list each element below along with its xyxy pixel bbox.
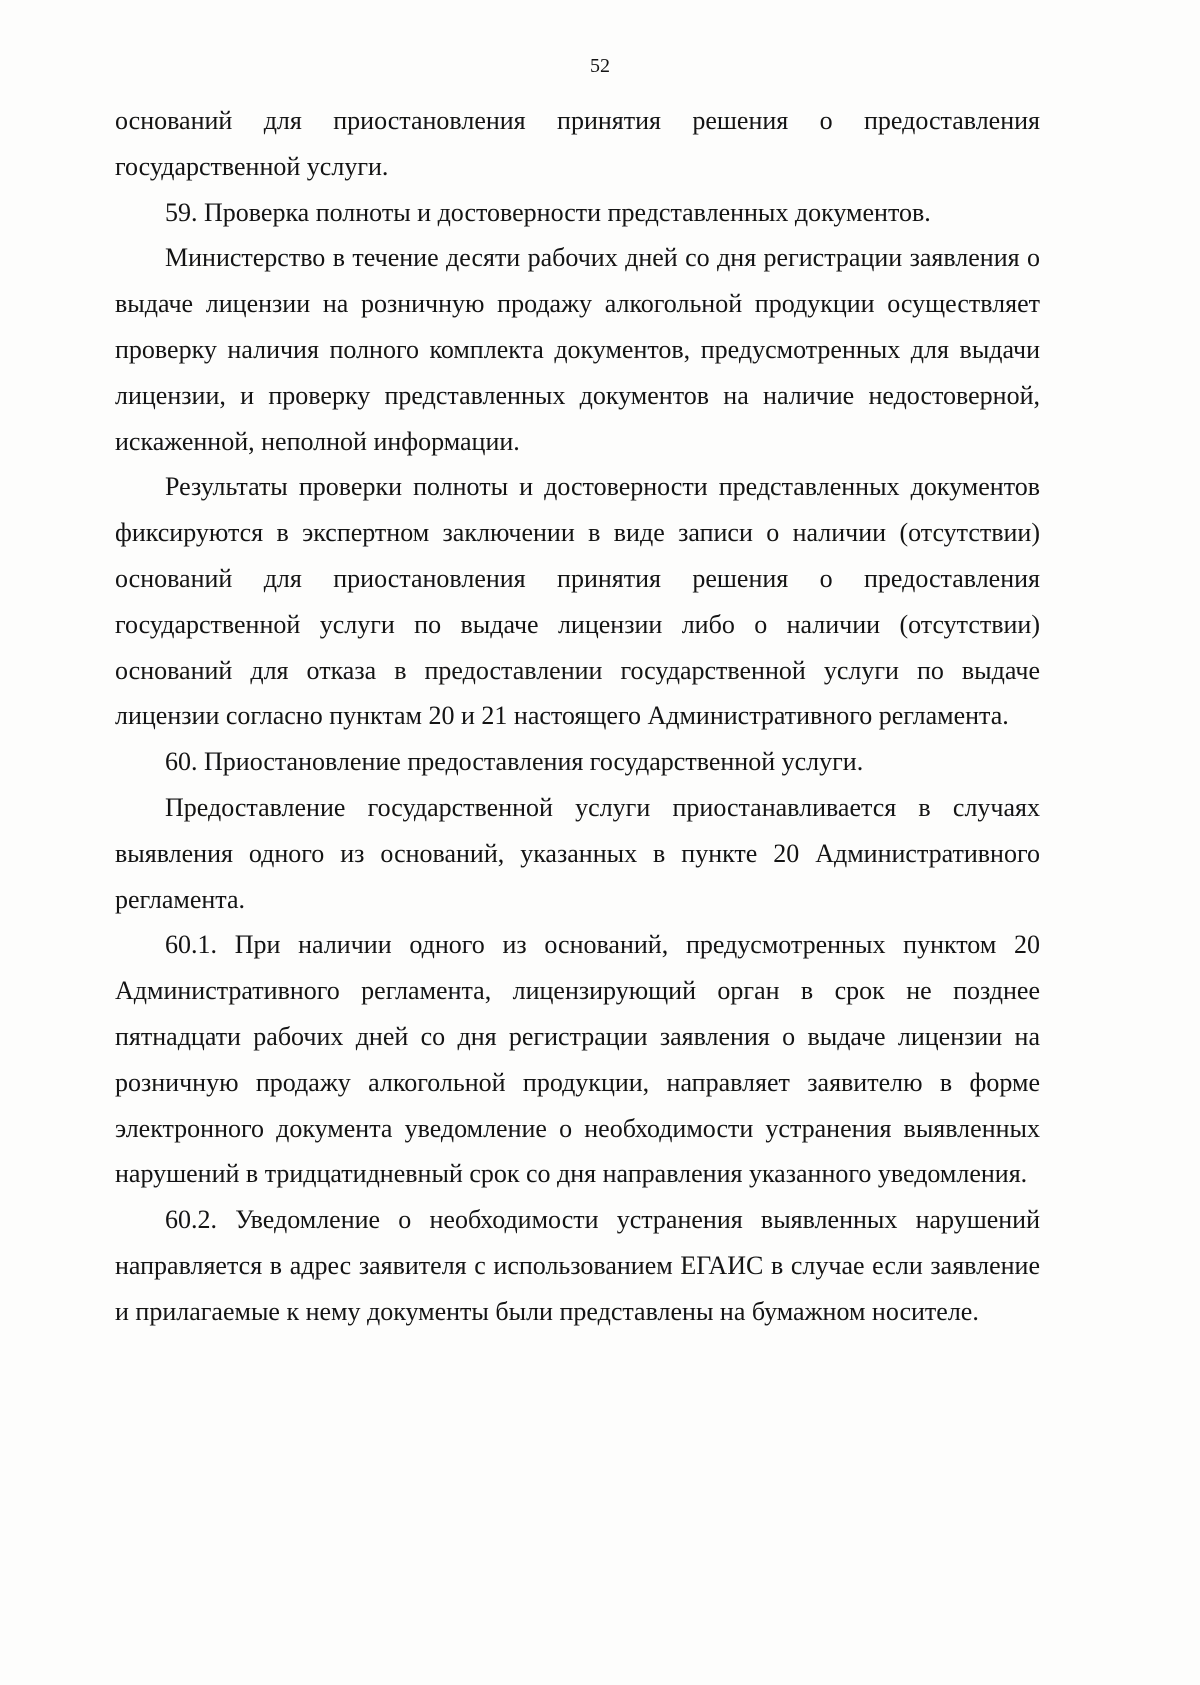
paragraph-suspension: Предоставление государственной услуги приостанавливается в случаях выявления одного из оснований, указанных в пункте 20 Административного регламента. — [115, 792, 1040, 914]
paragraph-ministry-check: Министерство в течение десяти рабочих дней со дня регистрации заявления о выдаче лицензии на розничную продажу алкогольной продукции осуществляет проверку наличия полного комплекта документов, предусмотренных для выдачи лицензии, и проверку представленных документов на наличие недостоверной, искаженной, неполной информации. — [115, 243, 1040, 456]
paragraph-check-results: Результаты проверки полноты и достоверности представленных документов фиксируются в экспертном заключении в виде записи о наличии (отсутствии) оснований для приостановления принятия решения о предоставления государственной услуги по выдаче лицензии либо о наличии (отсутствии) оснований для отказа в предоставлении государственной услуги по выдаче лицензии согласно пунктам 20 и 21 настоящего Административного регламента. — [115, 472, 1040, 731]
paragraph-60-heading: 60. Приостановление предоставления государственной услуги. — [165, 747, 864, 777]
paragraph-continuation: оснований для приостановления принятия решения о предоставления государственной услуги. — [115, 106, 1040, 181]
paragraph-59-heading: 59. Проверка полноты и достоверности представленных документов. — [165, 197, 931, 227]
page-number: 52 — [590, 55, 610, 77]
paragraph-60-1: 60.1. При наличии одного из оснований, предусмотренных пунктом 20 Административного регламента, лицензирующий орган в срок не позднее пятнадцати рабочих дней со дня регистрации заявления о выдаче лицензии на розничную продажу алкогольной продукции, направляет заявителю в форме электронного документа уведомление о необходимости устранения выявленных нарушений в тридцатидневный срок со дня направления указанного уведомления. — [115, 930, 1040, 1189]
document-body — [115, 98, 1040, 1335]
paragraph-60-2: 60.2. Уведомление о необходимости устранения выявленных нарушений направляется в адрес заявителя с использованием ЕГАИС в случае если заявление и прилагаемые к нему документы были представлены на бумажном носителе. — [115, 1205, 1040, 1326]
